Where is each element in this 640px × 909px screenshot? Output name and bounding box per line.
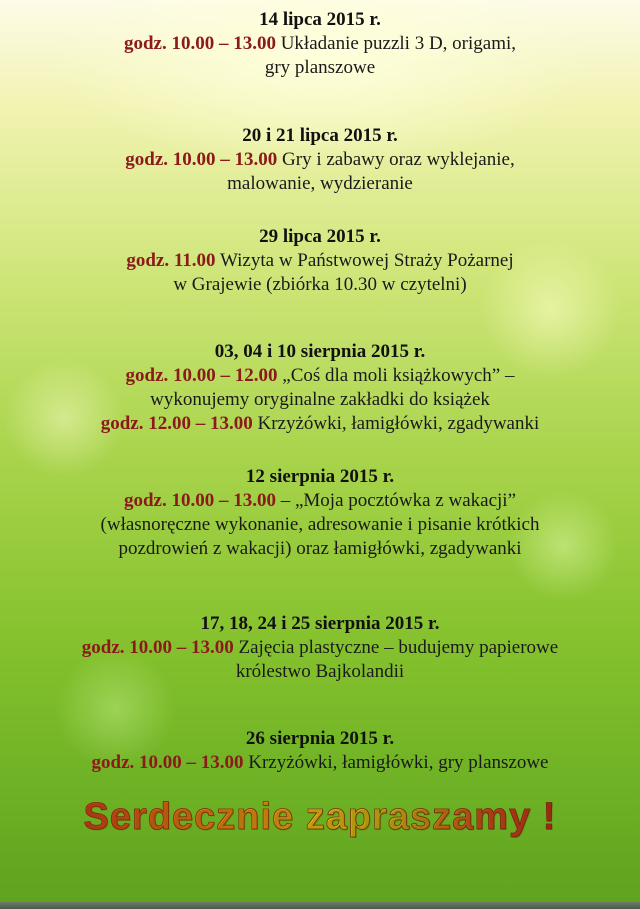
event-3 <box>0 225 640 297</box>
event-text: Wizyta w Państwowej Straży Pożarnej <box>215 250 514 271</box>
event-time: godz. 11.00 <box>126 250 216 271</box>
event-date: 29 lipca 2015 r. <box>259 226 381 247</box>
event-date: 14 lipca 2015 r. <box>259 9 381 30</box>
bottom-border <box>0 902 640 909</box>
event-6 <box>0 612 640 684</box>
event-time: godz. 10.00 – 13.00 <box>125 149 278 170</box>
event-time: godz. 10.00 – 13.00 <box>123 33 276 54</box>
event-line <box>0 660 640 684</box>
invitation-slogan <box>0 796 640 839</box>
event-time: godz. 10.00 – 13.00 <box>91 752 244 773</box>
event-date: 12 sierpnia 2015 r. <box>245 466 395 487</box>
event-time: godz. 10.00 – 13.00 <box>81 637 234 658</box>
event-line <box>0 636 640 660</box>
event-line <box>0 364 640 388</box>
event-time: godz. 10.00 – 12.00 <box>125 365 278 386</box>
event-line <box>0 751 640 775</box>
event-line <box>0 489 640 513</box>
event-line <box>0 513 640 537</box>
event-text: Krzyżówki, łamigłówki, gry planszowe <box>243 752 549 773</box>
event-text: (własnoręczne wykonanie, adresowanie i pisanie krótkich <box>100 514 540 535</box>
event-date: 20 i 21 lipca 2015 r. <box>242 125 398 146</box>
event-text: królestwo Bajkolandii <box>235 661 405 682</box>
event-line <box>0 148 640 172</box>
event-date: 26 sierpnia 2015 r. <box>245 728 395 749</box>
event-time: godz. 12.00 – 13.00 <box>100 413 253 434</box>
event-line <box>0 56 640 80</box>
event-line <box>0 273 640 297</box>
event-text: pozdrowień z wakacji) oraz łamigłówki, zgadywanki <box>118 538 522 559</box>
slogan-word-1: Serdecznie <box>83 796 295 838</box>
event-1 <box>0 8 640 80</box>
event-5 <box>0 465 640 561</box>
event-text: malowanie, wydzieranie <box>227 173 413 194</box>
event-text: Krzyżówki, łamigłówki, zgadywanki <box>252 413 540 434</box>
event-4 <box>0 340 640 436</box>
event-text: „Coś dla moli książkowych” – <box>277 365 515 386</box>
event-text: gry planszowe <box>264 57 376 78</box>
event-text: w Grajewie (zbiórka 10.30 w czytelni) <box>173 274 467 295</box>
event-text: Gry i zabawy oraz wyklejanie, <box>277 149 515 170</box>
event-date: 17, 18, 24 i 25 sierpnia 2015 r. <box>200 613 440 634</box>
slogan-word-2: zapraszamy ! <box>305 796 557 838</box>
event-text: Układanie puzzli 3 D, origami, <box>275 33 517 54</box>
event-line <box>0 249 640 273</box>
event-line <box>0 537 640 561</box>
event-line <box>0 412 640 436</box>
event-line <box>0 32 640 56</box>
event-line <box>0 388 640 412</box>
event-text: Zajęcia plastyczne – budujemy papierowe <box>233 637 559 658</box>
event-2 <box>0 124 640 196</box>
event-date: 03, 04 i 10 sierpnia 2015 r. <box>214 341 426 362</box>
event-text: – „Moja pocztówka z wakacji” <box>275 490 517 511</box>
event-7 <box>0 727 640 775</box>
event-time: godz. 10.00 – 13.00 <box>123 490 276 511</box>
event-text: wykonujemy oryginalne zakładki do książek <box>150 389 490 410</box>
event-line <box>0 172 640 196</box>
